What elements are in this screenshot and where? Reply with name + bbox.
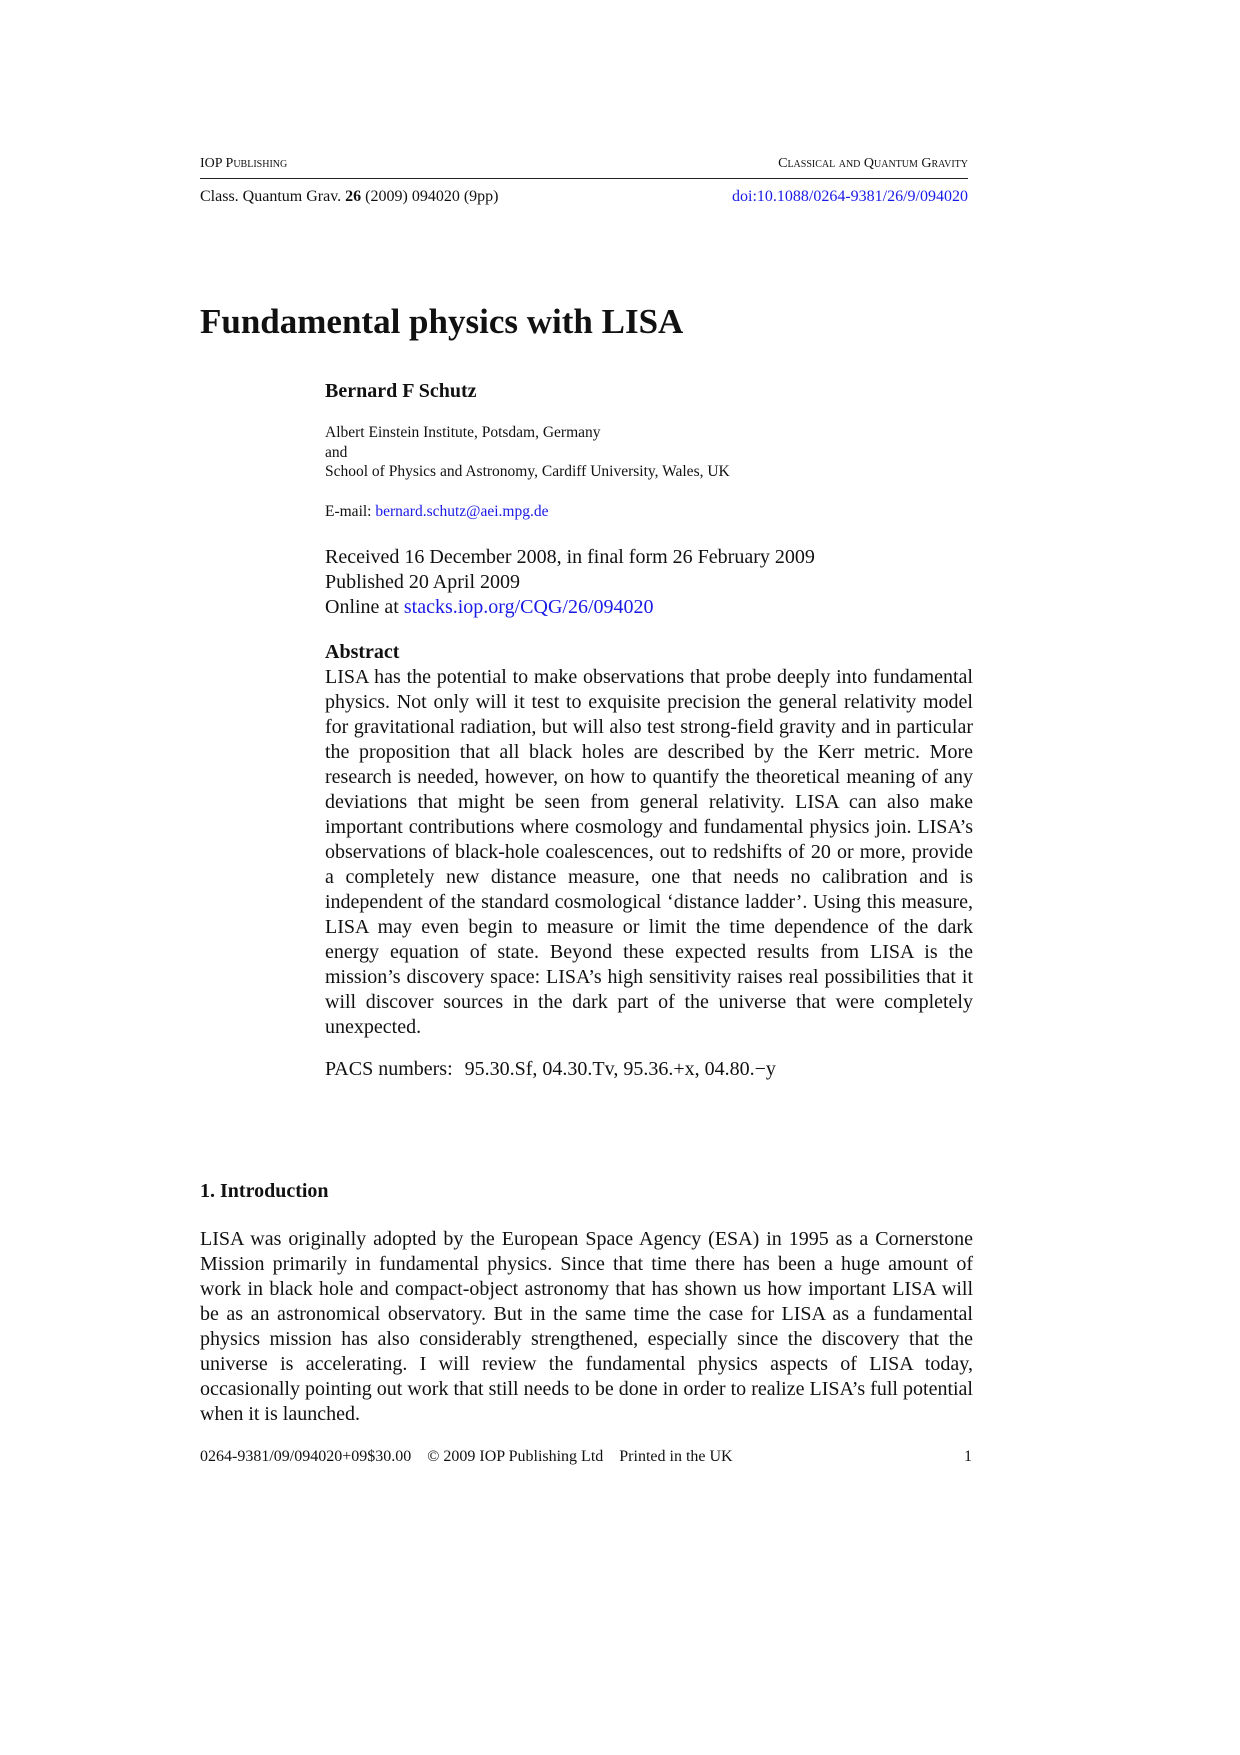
citation-journal: Class. Quantum Grav. [200,188,342,205]
citation-details: (2009) 094020 (9pp) [365,188,499,205]
abstract-heading: Abstract [325,641,400,663]
citation-volume: 26 [345,188,362,205]
online-line [325,595,815,620]
footer-copyright: © 2009 IOP Publishing Ltd [427,1448,604,1465]
footer-info [200,1448,733,1466]
paper-title: Fundamental physics with LISA [200,302,684,341]
online-label: Online at [325,596,399,618]
journal-name: Classical and Quantum Gravity [778,156,968,171]
pacs-label: PACS numbers: [325,1058,453,1080]
email-label: E-mail: [325,503,372,520]
email-line [325,503,548,521]
footer-printed: Printed in the UK [619,1448,733,1465]
email-link[interactable]: bernard.schutz@aei.mpg.de [375,503,549,520]
introduction-text: LISA was originally adopted by the European Space Agency (ESA) in 1995 as a Cornerstone Mission primarily in fundamental physics. Since that time there has been a huge amount of work in black hole and compact-object astronomy that has shown us how important LISA will be as an astronomical observatory. But in the same time the case for LISA as a fundamental physics mission has also considerably strengthened, especially since the discovery that the universe is accelerating. I will review the fundamental physics aspects of LISA today, occasionally pointing out work that still needs to be done in order to realize LISA’s full potential when it is launched. [200,1228,973,1425]
publication-dates [325,545,815,620]
doi-link[interactable]: doi:10.1088/0264-9381/26/9/094020 [732,188,968,205]
affiliation-1: Albert Einstein Institute, Potsdam, Germany [325,424,601,441]
affiliation-and: and [325,443,348,461]
affiliations [325,423,730,482]
author-name: Bernard F Schutz [325,380,477,402]
received-date: Received 16 December 2008, in final form 26 February 2009 [325,546,815,568]
citation [200,188,498,206]
online-link[interactable]: stacks.iop.org/CQG/26/094020 [403,596,654,618]
page-number: 1 [964,1448,972,1465]
pacs-codes: 95.30.Sf, 04.30.Tv, 95.36.+x, 04.80.−y [464,1058,776,1080]
affiliation-2: School of Physics and Astronomy, Cardiff University, Wales, UK [325,463,730,480]
abstract-section [325,640,973,1040]
section-heading-introduction: 1. Introduction [200,1180,329,1202]
abstract-text: LISA has the potential to make observations that probe deeply into fundamental physics. Not only will it test to exquisite precision the general relativity model for gravitational radiation, but will also test strong-field gravity and in particular the proposition that all black holes are described by the Kerr metric. More research is needed, however, on how to quantify the theoretical meaning of any deviations that might be seen from general relativity. LISA can also make important contributions where cosmology and fundamental physics join. LISA’s observations of black-hole coalescences, out to redshifts of 20 or more, provide a completely new distance measure, one that needs no calibration and is independent of the standard cosmological ‘distance ladder’. Using this measure, LISA may even begin to measure or limit the time dependence of the dark energy equation of state. Beyond these expected results from LISA is the mission’s discovery space: LISA’s high sensitivity raises real possibilities that it will discover sources in the dark part of the universe that were completely unexpected. [325,666,973,1038]
pacs-line [325,1058,776,1081]
header-rule [200,178,968,179]
publisher-name: IOP Publishing [200,156,288,171]
published-date: Published 20 April 2009 [325,571,521,593]
footer-code: 0264-9381/09/094020+09$30.00 [200,1448,412,1465]
